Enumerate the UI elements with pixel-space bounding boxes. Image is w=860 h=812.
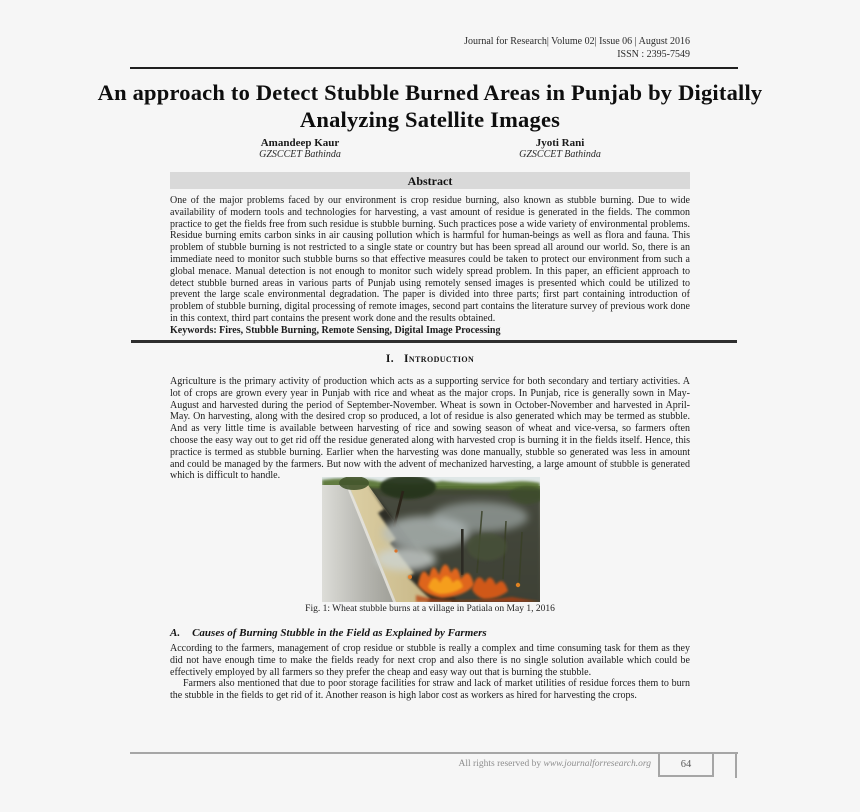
section-divider-rule [131,340,737,343]
abstract-header-bar [170,172,690,189]
page-title: An approach to Detect Stubble Burned Areas in Punjab by Digitally Analyzing Satellite Images [97,80,763,132]
journal-header [464,36,690,61]
introduction-heading [170,353,690,365]
abstract-heading: Abstract [407,174,453,188]
subsection-a-title: Causes of Burning Stubble in the Field as Explained by Farmers [192,627,487,639]
footer-journal-url: www.journalforresearch.org [543,759,651,769]
subsection-a-label: A. [170,627,181,639]
page-number-box [658,752,714,777]
subsection-a-text [170,643,690,702]
page-number: 64 [680,759,692,770]
footer-rights-label: All rights reserved by [458,759,544,769]
section-number: I. [385,353,394,365]
author-2-name: Jyoti Rani [535,137,585,149]
figure-1 [322,477,540,602]
journal-info-line: Journal for Research| Volume 02| Issue 06 | August 2016 [464,36,690,47]
abstract-section [170,195,690,337]
abstract-text: One of the major problems faced by our environment is crop residue burning, also known as stubble burning. Due to wide availability of modern tools and technologies for harvesting, a vast amount of residue is generated in the fields. The common practice to get the fields free from such residue is stubble burning. Such practices pose a wide variety of environmental problems. Residue burning emits carbon sinks in air causing pollution which is harmful for human-beings as well as flora and fauna. This problem of stubble burning is not restricted to a single state or country but has been spread all around our world. So, there is an immediate need to monitor such stubble burns so that effective measures could be taken to protect our environment from such a global menace. Manual detection is not enough to monitor such widely spread problem. In this paper, an efficient approach to detect stubble burned areas in various parts of Punjab using remotely sensed images is presented which could be utilized to prevent the large scale environmental degradation. The paper is divided into three parts; first part containing introduction of problem of stubble burning, digital processing of remote images, second part contains the literature survey of previous work done in this context, third part contains the present work done and the results obtained. [170,195,690,324]
introduction-text: Agriculture is the primary activity of production which acts as a supporting service for both secondary and tertiary activities. A lot of crops are grown every year in Punjab with rice and wheat as the major crops. In Punjab, rice is generally sown in May-August and harvested during the period of September-November. Wheat is sown in October-November and harvested in April-May. On harvesting, along with the desired crop so produced, a lot of residue is also generated which may be termed as stubble. And as very little time is available between harvesting of rice and sowing season of wheat and vice-versa, so farmers often choose the easy way out to get rid off the residue generated along with harvested crop is burning it in the fields itself. Hence, this practice is termed as stubble burning. Earlier when the harvesting was done manually, stubble so generated was less in amount and could be managed by the farmers. But now with the advent of mechanized harvesting, a large amount of stubble is generated which is difficult to handle. [170,376,690,482]
issn-line: ISSN : 2395-7549 [617,48,690,60]
subsection-a-paragraph-2: Farmers also mentioned that due to poor storage facilities for straw and lack of market utilities of residue forces them to burn the stubble in the fields to get rid of it. Another reason is high labor cost as workers as hired for harvesting the crops. [170,678,690,702]
author-1-affiliation: GZSCCET Bathinda [259,149,341,160]
subsection-a-heading [170,627,690,639]
footer-rights-text [459,754,651,774]
figure-1-caption: Fig. 1: Wheat stubble burns at a village in Patiala on May 1, 2016 [305,604,555,614]
stubble-burning-photo [322,477,540,602]
subsection-a-paragraph-1: According to the farmers, management of crop residue or stubble is really a complex and time consuming task for them as they did not have enough time to make the fields ready for next crop and also there is no single solution available which could be effectively employed by all farmers so they prefer the cheap and easy way out that is burning the stubble. [170,643,690,678]
header-rule [130,67,738,69]
author-1 [170,137,430,161]
author-1-name: Amandeep Kaur [260,137,340,149]
footer-right-tick [735,752,737,778]
section-title: Introduction [403,353,475,365]
author-2-affiliation: GZSCCET Bathinda [519,149,601,160]
footer [330,754,714,777]
author-2 [430,137,690,161]
author-block [170,137,690,161]
keywords-line: Keywords: Fires, Stubble Burning, Remote Sensing, Digital Image Processing [170,324,501,336]
